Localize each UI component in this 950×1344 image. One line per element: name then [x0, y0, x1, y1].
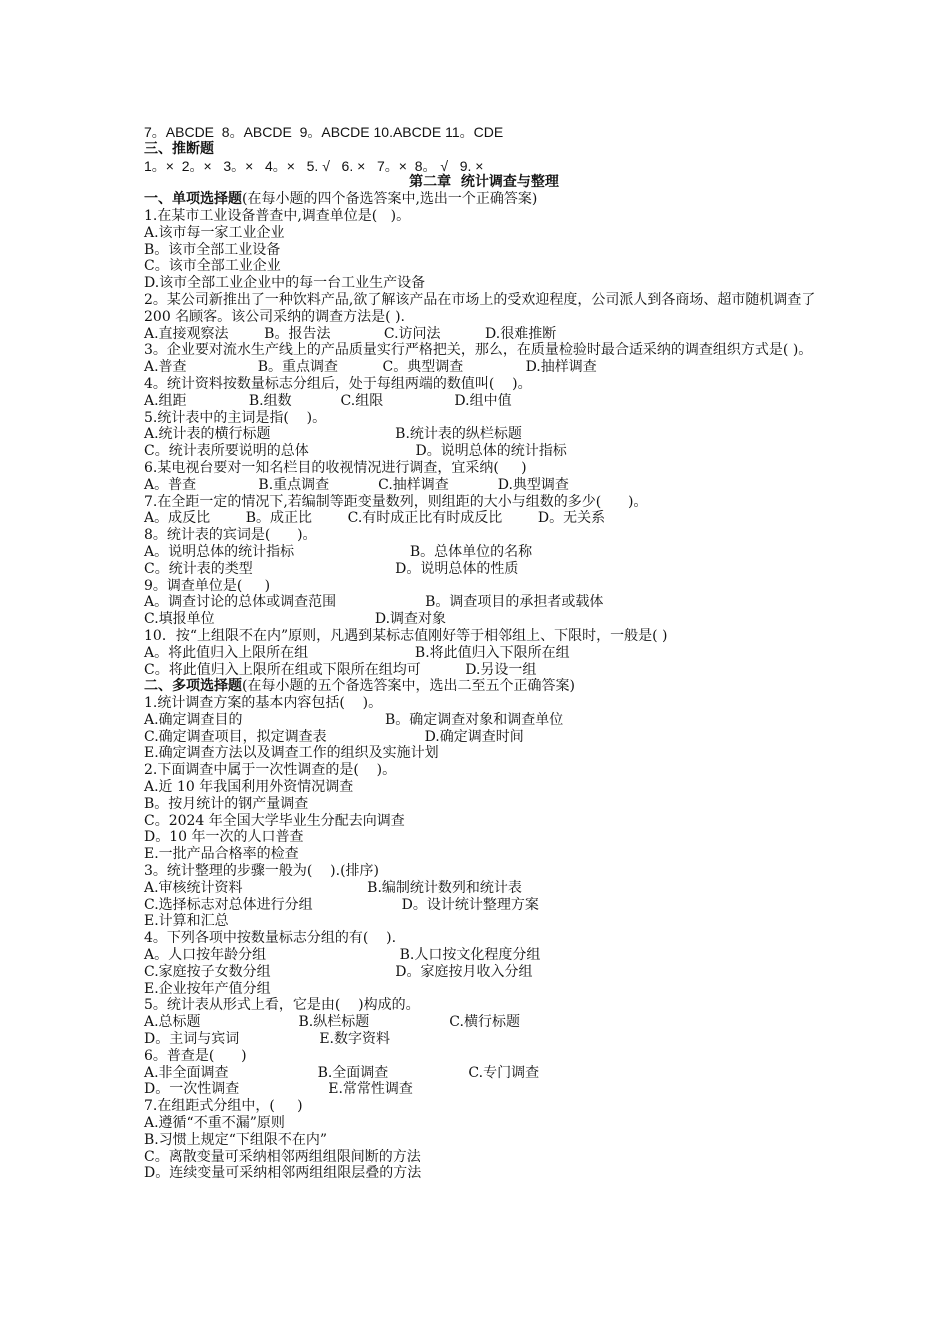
- line-text: (在每小题的五个备选答案中，选出二至五个正确答案): [242, 678, 575, 695]
- text-line: [144, 628, 824, 645]
- line-text: 1.在某市工业设备普查中,调查单位是( )。: [144, 207, 411, 224]
- line-text: 7.在组距式分组中，( ): [144, 1098, 303, 1115]
- line-text: C。统计表的类型 D。说明总体的性质: [144, 560, 519, 577]
- text-line: [144, 242, 824, 259]
- line-text: E.计算和汇总: [144, 913, 229, 930]
- text-line: [144, 729, 824, 746]
- text-line: [144, 393, 824, 410]
- text-line: [144, 342, 824, 359]
- text-line: [144, 1149, 824, 1166]
- text-line: [144, 494, 824, 511]
- heading-text: 一、单项选择题: [144, 191, 242, 208]
- text-line: [144, 678, 824, 695]
- text-line: [144, 326, 824, 343]
- line-text: A。普查 B.重点调查 C.抽样调查 D.典型调查: [144, 476, 569, 493]
- text-line: [144, 796, 824, 813]
- text-line: [144, 460, 824, 477]
- line-text: 6.某电视台要对一知名栏目的收视情况进行调查，宜采纳( ): [144, 459, 527, 476]
- line-text: E.一批产品合格率的检查: [144, 846, 299, 863]
- text-line: [144, 292, 824, 326]
- line-text: A。说明总体的统计指标 B。总体单位的名称: [144, 543, 533, 560]
- text-line: [144, 745, 824, 762]
- text-line: [144, 275, 824, 292]
- text-line: [144, 141, 824, 158]
- line-text: 6。普查是( ): [144, 1047, 247, 1064]
- text-line: [144, 762, 824, 779]
- line-text: 8。统计表的宾词是( )。: [144, 527, 317, 544]
- line-text: E.确定调查方法以及调查工作的组织及实施计划: [144, 745, 439, 762]
- line-text: E.企业按年产值分组: [144, 980, 271, 997]
- text-line: [144, 981, 824, 998]
- line-text: 3。企业要对流水生产线上的产品质量实行严格把关，那么，在质量检验时最合适采纳的调查组织方式是( )。: [144, 342, 813, 359]
- heading-text: 第二章 统计调查与整理: [409, 174, 559, 191]
- heading-text: 三、推断题: [144, 140, 214, 157]
- text-line: [144, 443, 824, 460]
- line-text: A。调查讨论的总体或调查范围 B。调查项目的承担者或载体: [144, 594, 604, 611]
- text-line: [144, 208, 824, 225]
- text-line: [144, 913, 824, 930]
- line-text: A.总标题 B.纵栏标题 C.横行标题: [144, 1014, 520, 1031]
- text-line: [144, 880, 824, 897]
- text-line: [144, 813, 824, 830]
- line-text: 5。统计表从形式上看，它是由( )构成的。: [144, 997, 420, 1014]
- text-line: [144, 611, 824, 628]
- line-text: C。将此值归入上限所在组或下限所在组均可 D.另设一组: [144, 661, 537, 678]
- line-text: C。该市全部工业企业: [144, 258, 281, 275]
- text-line: [144, 376, 824, 393]
- line-text: C.家庭按子女数分组 D。家庭按月收入分组: [144, 963, 533, 980]
- text-line: [144, 1014, 824, 1031]
- line-text: A.遵循“不重不漏”原则: [144, 1115, 285, 1132]
- text-line: [144, 997, 824, 1014]
- text-line: [144, 410, 824, 427]
- line-text: C。2024 年全国大学毕业生分配去向调查: [144, 812, 405, 829]
- line-text: C。统计表所要说明的总体 D。说明总体的统计指标: [144, 443, 567, 460]
- line-text: A.非全面调查 B.全面调查 C.专门调查: [144, 1064, 540, 1081]
- text-line: [144, 191, 824, 208]
- line-text: 2。某公司新推出了一种饮料产品,欲了解该产品在市场上的受欢迎程度，公司派人到各商场、超市随机调查了 200 名顾客。该公司采纳的调查方法是( ).: [144, 291, 816, 325]
- line-text: A.普查 B。重点调查 C。典型调查 D.抽样调查: [144, 359, 597, 376]
- line-text: C.选择标志对总体进行分组 D。设计统计整理方案: [144, 896, 539, 913]
- text-line: [144, 695, 824, 712]
- line-text: B。按月统计的钢产量调查: [144, 795, 309, 812]
- text-line: [144, 158, 824, 175]
- text-line: [144, 594, 824, 611]
- line-text: D.该市全部工业企业中的每一台工业生产设备: [144, 275, 426, 292]
- text-line: [144, 561, 824, 578]
- line-text: D。连续变量可采纳相邻两组组限层叠的方法: [144, 1165, 422, 1182]
- line-text: B。该市全部工业设备: [144, 241, 281, 258]
- line-text: D。主词与宾词 E.数字资料: [144, 1031, 390, 1048]
- text-line: [144, 527, 824, 544]
- text-line: [144, 426, 824, 443]
- line-text: 4。下列各项中按数量标志分组的有( ).: [144, 930, 397, 947]
- text-line: [144, 174, 824, 191]
- line-text: 7。ABCDE 8。ABCDE 9。ABCDE 10.ABCDE 11。CDE: [144, 124, 504, 140]
- line-text: A。成反比 B。成正比 C.有时成正比有时成反比 D。无关系: [144, 510, 606, 527]
- line-text: D。10 年一次的人口普查: [144, 829, 304, 846]
- line-text: A.组距 B.组数 C.组限 D.组中值: [144, 392, 512, 409]
- line-text: A.确定调查目的 B。确定调查对象和调查单位: [144, 711, 564, 728]
- line-text: 1。× 2。× 3。× 4。× 5. √ 6. × 7。× 8。 √ 9. ×: [144, 157, 484, 174]
- text-line: [144, 1081, 824, 1098]
- line-text: A。人口按年龄分组 B.人口按文化程度分组: [144, 947, 541, 964]
- text-line: [144, 897, 824, 914]
- text-line: [144, 645, 824, 662]
- text-line: [144, 510, 824, 527]
- heading-text: 二、多项选择题: [144, 678, 242, 695]
- text-line: [144, 829, 824, 846]
- text-line: [144, 359, 824, 376]
- line-text: A.该市每一家工业企业: [144, 224, 285, 241]
- text-line: [144, 779, 824, 796]
- text-line: [144, 964, 824, 981]
- text-line: [144, 662, 824, 679]
- line-text: 1.统计调查方案的基本内容包括( )。: [144, 695, 383, 712]
- line-text: 7.在全距一定的情况下,若编制等距变量数列，则组距的大小与组数的多少( )。: [144, 493, 648, 510]
- text-line: [144, 1115, 824, 1132]
- text-line: [144, 1031, 824, 1048]
- line-text: A.统计表的横行标题 B.统计表的纵栏标题: [144, 426, 522, 443]
- text-line: [144, 712, 824, 729]
- text-line: [144, 1065, 824, 1082]
- line-text: C.确定调查项目，拟定调查表 D.确定调查时间: [144, 728, 524, 745]
- line-text: 9。调查单位是( ): [144, 577, 271, 594]
- line-text: 5.统计表中的主词是指( )。: [144, 409, 327, 426]
- line-text: B.习惯上规定“下组限不在内”: [144, 1131, 328, 1148]
- line-text: (在每小题的四个备选答案中,选出一个正确答案): [242, 191, 538, 208]
- line-text: A.审核统计资料 B.编制统计数列和统计表: [144, 879, 522, 896]
- text-line: [144, 1048, 824, 1065]
- text-line: [144, 578, 824, 595]
- line-text: A.直接观察法 B。报告法 C.访问法 D.很难推断: [144, 325, 557, 342]
- line-text: C。离散变量可采纳相邻两组组限间断的方法: [144, 1148, 421, 1165]
- text-line: [144, 124, 824, 141]
- line-text: A。将此值归入上限所在组 B.将此值归入下限所在组: [144, 644, 570, 661]
- line-text: D。一次性调查 E.常常性调查: [144, 1081, 413, 1098]
- line-text: 4。统计资料按数量标志分组后，处于每组两端的数值叫( )。: [144, 375, 532, 392]
- text-line: [144, 258, 824, 275]
- document-page: [144, 124, 824, 1182]
- text-line: [144, 477, 824, 494]
- text-line: [144, 225, 824, 242]
- text-line: [144, 947, 824, 964]
- text-line: [144, 1165, 824, 1182]
- line-text: C.填报单位 D.调查对象: [144, 611, 447, 628]
- text-line: [144, 544, 824, 561]
- text-line: [144, 1098, 824, 1115]
- line-text: A.近 10 年我国利用外资情况调查: [144, 779, 354, 796]
- line-text: 3。统计整理的步骤一般为( ).(排序): [144, 863, 380, 880]
- text-line: [144, 846, 824, 863]
- text-line: [144, 863, 824, 880]
- line-text: 10．按“上组限不在内”原则，凡遇到某标志值刚好等于相邻组上、下限时，一般是( ): [144, 627, 668, 644]
- text-line: [144, 1132, 824, 1149]
- line-text: 2.下面调查中属于一次性调查的是( )。: [144, 762, 397, 779]
- text-line: [144, 930, 824, 947]
